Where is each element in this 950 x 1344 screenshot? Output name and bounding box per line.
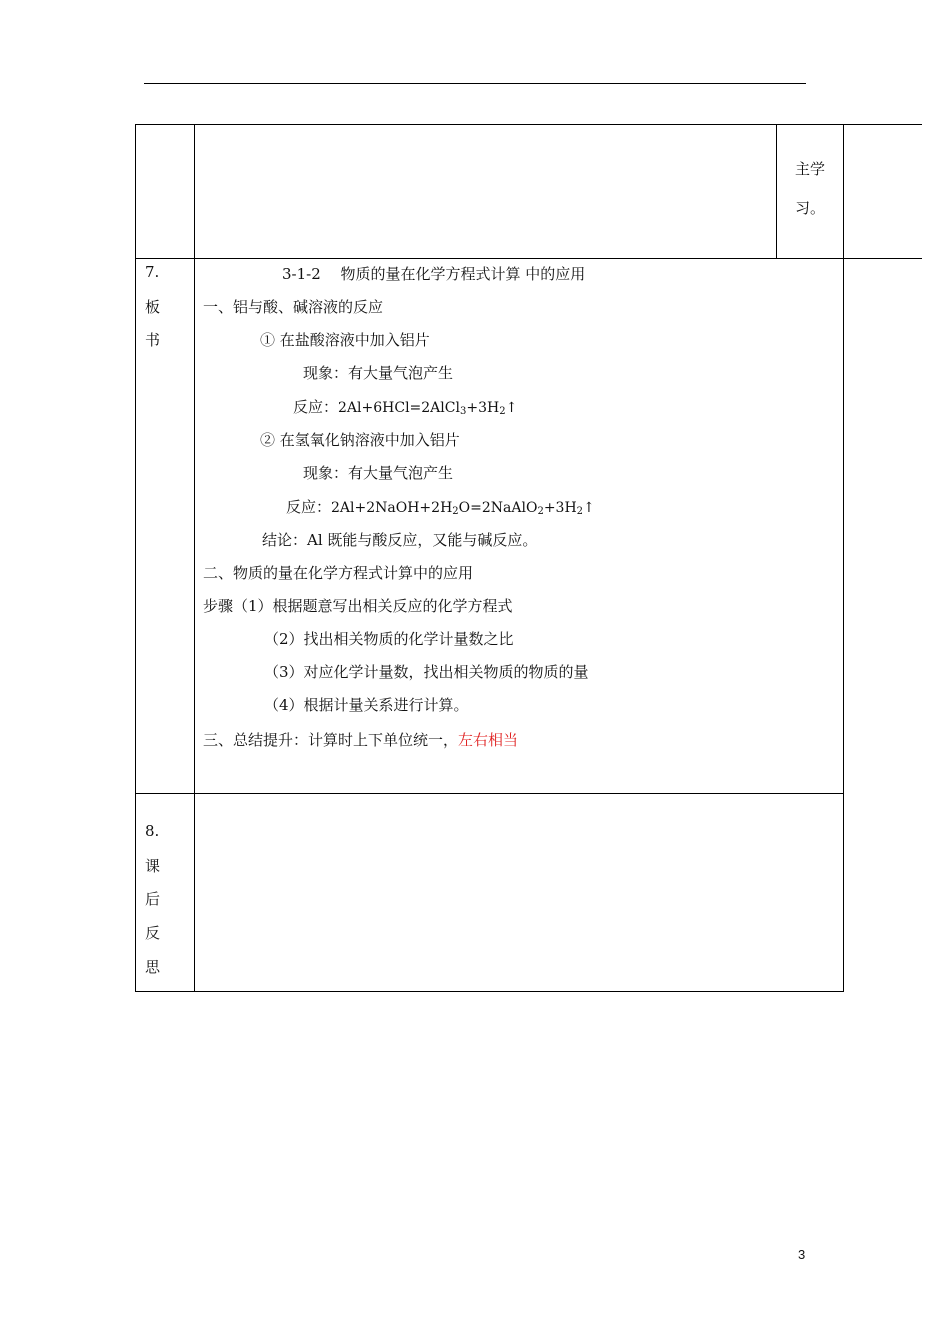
row7-label-char: 书: [145, 331, 161, 349]
conclusion: 结论：Al 既能与酸反应，又能与碱反应。: [262, 531, 538, 549]
row7-number: 7.: [145, 263, 160, 281]
row8-label-char: 后: [145, 890, 161, 908]
lesson-title: 3-1-2 物质的量在化学方程式计算 中的应用: [282, 265, 586, 283]
phenomenon-2: 现象：有大量气泡产生: [303, 464, 454, 482]
row8-label-char: 课: [145, 857, 161, 875]
reaction-2: 反应：$2Al+2NaOH+2H_2O=2NaAlO_2+3H_2↑$: [286, 498, 595, 517]
experiment-2: ② 在氢氧化钠溶液中加入铝片: [260, 431, 460, 449]
row6-right-text-line2: 习。: [795, 199, 826, 217]
row8-label-char: 思: [145, 958, 161, 976]
page-number: 3: [798, 1247, 806, 1262]
step-1: 步骤（1）根据题意写出相关反应的化学方程式: [203, 597, 513, 615]
section-3-heading: 三、总结提升：计算时上下单位统一，左右相当: [203, 731, 519, 749]
gas-arrow-icon: ↑: [583, 500, 595, 516]
reaction-1: 反应：$2Al+6HCl=2AlCl_3+3H_2↑$: [293, 398, 518, 417]
experiment-1: ① 在盐酸溶液中加入铝片: [260, 331, 430, 349]
row6-right-text-line1: 主学: [795, 160, 826, 178]
row7-label-char: 板: [145, 298, 161, 316]
gas-arrow-icon: ↑: [505, 400, 518, 416]
step-4: （4）根据计量关系进行计算。: [264, 696, 469, 714]
step-2: （2）找出相关物质的化学计量数之比: [264, 630, 514, 648]
step-3: （3）对应化学计量数，找出相关物质的物质的量: [264, 663, 589, 681]
section-1-heading: 一、铝与酸、碱溶液的反应: [203, 298, 384, 316]
row8-label-char: 反: [145, 924, 161, 942]
row8-number: 8.: [145, 822, 160, 840]
header-rule: [144, 83, 806, 84]
highlight-text: 左右相当: [458, 731, 519, 749]
section-2-heading: 二、物质的量在化学方程式计算中的应用: [203, 564, 474, 582]
phenomenon-1: 现象：有大量气泡产生: [303, 364, 454, 382]
